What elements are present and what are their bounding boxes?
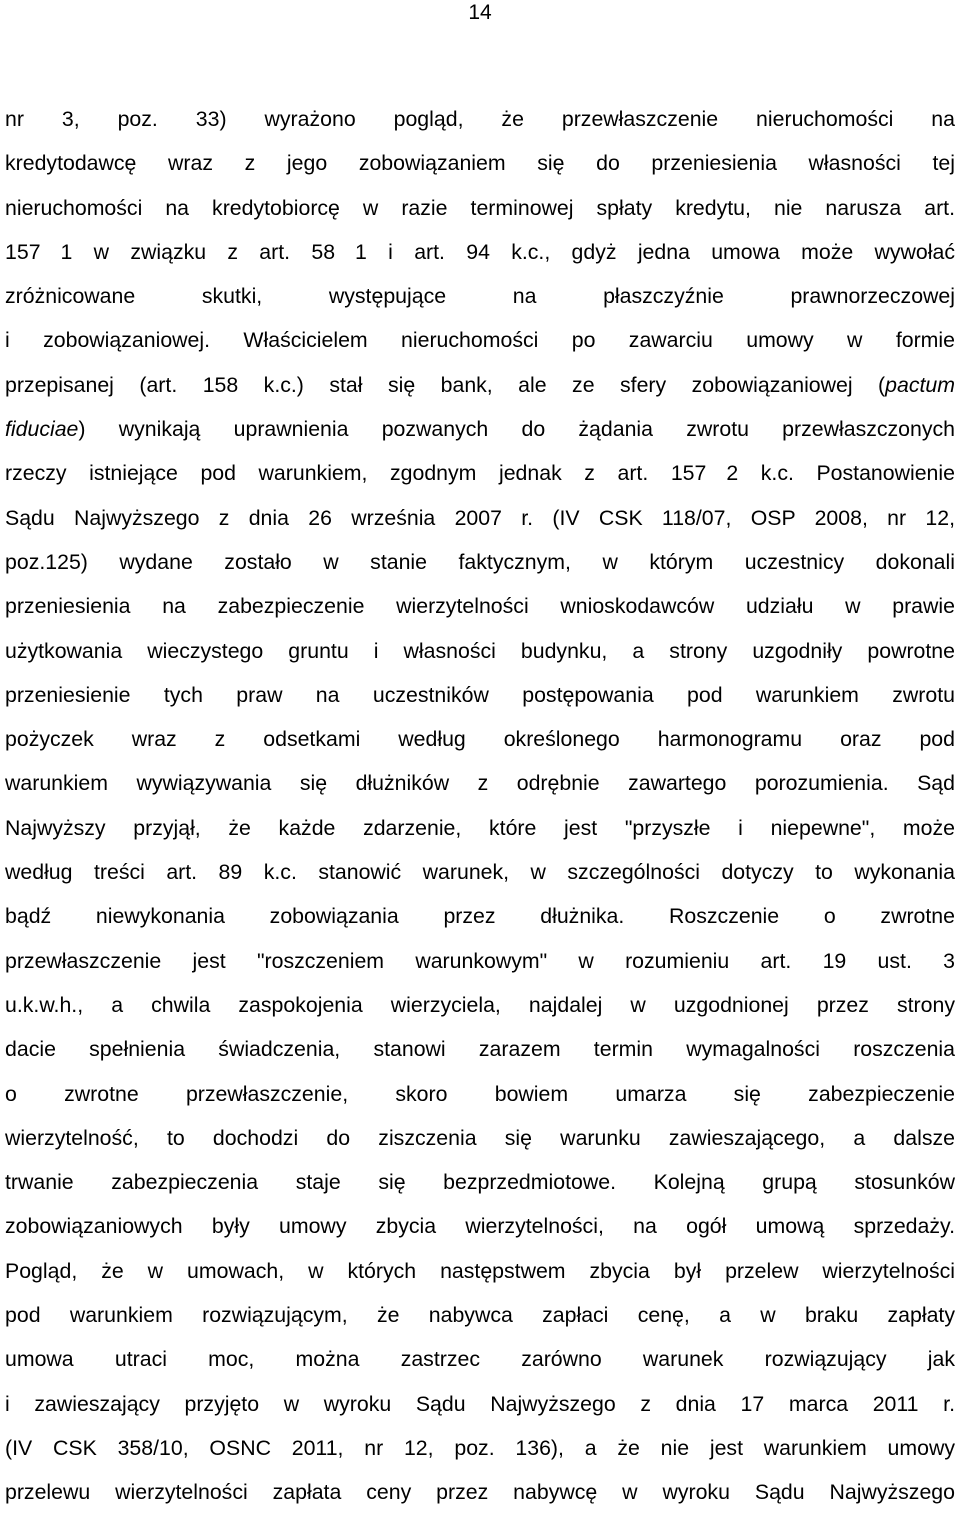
italic-term: pactum: [885, 372, 955, 397]
text-span: przewłaszczenie jest "roszczeniem warunkowym" w rozumieniu art. 19 ust. 3: [5, 948, 955, 973]
text-span: o zwrotne przewłaszczenie, skoro bowiem umarza się zabezpieczenie: [5, 1081, 955, 1106]
text-span: pod warunkiem rozwiązującym, że nabywca zapłaci cenę, a w braku zapłaty: [5, 1303, 955, 1328]
text-line: [5, 939, 955, 983]
text-line: [5, 850, 955, 894]
text-line: [5, 584, 955, 628]
text-line: [5, 1116, 955, 1160]
text-span: Pogląd, że w umowach, w których następstwem zbycia był przelew wierzytelności: [5, 1258, 955, 1283]
text-line: [5, 1072, 955, 1116]
text-line: [5, 1293, 955, 1337]
text-line: [5, 451, 955, 495]
text-span: pożyczek wraz z odsetkami według określonego harmonogramu oraz pod: [5, 727, 955, 752]
text-span: zróżnicowane skutki, występujące na płaszczyźnie prawnorzeczowej: [5, 284, 955, 309]
text-line: [5, 363, 955, 407]
document-body: [5, 97, 955, 1515]
text-span: poz.125) wydane zostało w stanie faktycznym, w którym uczestnicy dokonali: [5, 549, 955, 574]
text-span: wierzytelność, to dochodzi do ziszczenia się warunku zawieszającego, a dalsze: [5, 1125, 955, 1150]
text-span: Najwyższy przyjął, że każde zdarzenie, które jest "przyszłe i niepewne", może: [5, 815, 955, 840]
text-span: warunkiem wywiązywania się dłużników z odrębnie zawartego porozumienia. Sąd: [5, 771, 955, 796]
text-span: 157: [5, 239, 41, 264]
text-line: [5, 629, 955, 673]
text-span: umowa utraci moc, można zastrzec zarówno warunek rozwiązujący jak: [5, 1347, 955, 1372]
text-line: [5, 540, 955, 584]
text-line: [5, 97, 955, 141]
text-span: przelewu wierzytelności zapłata ceny przez nabywcę w wyroku Sądu Najwyższego: [5, 1480, 955, 1505]
text-line: [5, 230, 955, 274]
text-line: [5, 717, 955, 761]
text-span: nieruchomości na kredytobiorcę w razie terminowej spłaty kredytu, nie narusza art.: [5, 195, 955, 220]
italic-term: fiduciae: [5, 417, 79, 442]
text-span: ) wynikają uprawnienia pozwanych do żądania zwrotu przewłaszczonych: [78, 417, 955, 442]
text-span: (IV CSK 358/10, OSNC 2011, nr 12, poz. 136), a że nie jest warunkiem umowy: [5, 1435, 955, 1460]
text-line: [5, 141, 955, 185]
text-span: 1 i art. 94 k.c., gdyż jedna umowa może wywołać: [355, 239, 955, 264]
text-span: zobowiązaniowych były umowy zbycia wierzytelności, na ogół umową sprzedaży.: [5, 1214, 955, 1239]
text-span: 1 w związku z art. 58: [60, 239, 336, 264]
text-span: Sądu Najwyższego z dnia 26 września 2007 r. (IV CSK 118/07, OSP 2008, nr 12,: [5, 505, 955, 530]
text-span: według treści art. 89 k.c. stanowić warunek, w szczególności dotyczy to wykonania: [5, 860, 955, 885]
text-line: [5, 318, 955, 362]
text-span: kredytodawcę wraz z jego zobowiązaniem się do przeniesienia własności tej: [5, 151, 955, 176]
text-line: [5, 673, 955, 717]
text-span: trwanie zabezpieczenia staje się bezprzedmiotowe. Kolejną grupą stosunków: [5, 1170, 955, 1195]
text-span: rzeczy istniejące pod warunkiem, zgodnym jednak z art. 157: [5, 461, 707, 486]
page-number: 14: [468, 1, 492, 24]
text-span: przeniesienia na zabezpieczenie wierzytelności wnioskodawców udziału w prawie: [5, 594, 955, 619]
text-span: użytkowania wieczystego gruntu i własności budynku, a strony uzgodniły powrotne: [5, 638, 955, 663]
text-span: bądź niewykonania zobowiązania przez dłużnika. Roszczenie o zwrotne: [5, 904, 955, 929]
text-line: [5, 407, 955, 451]
text-line: [5, 274, 955, 318]
text-line: [5, 496, 955, 540]
text-line: [5, 1470, 955, 1514]
text-span: dacie spełnienia świadczenia, stanowi zarazem termin wymagalności roszczenia: [5, 1037, 955, 1062]
text-line: [5, 1249, 955, 1293]
text-span: u.k.w.h., a chwila zaspokojenia wierzyciela, najdalej w uzgodnionej przez strony: [5, 992, 955, 1017]
text-line: [5, 1204, 955, 1248]
text-span: 2 k.c. Postanowienie: [726, 461, 955, 486]
text-line: [5, 761, 955, 805]
text-line: [5, 1027, 955, 1071]
text-line: [5, 983, 955, 1027]
text-line: [5, 1160, 955, 1204]
text-span: i zobowiązaniowej. Właścicielem nieruchomości po zawarciu umowy w formie: [5, 328, 955, 353]
text-span: przeniesienie tych praw na uczestników postępowania pod warunkiem zwrotu: [5, 682, 955, 707]
text-span: przepisanej (art. 158 k.c.) stał się bank, ale ze sfery zobowiązaniowej (: [5, 372, 886, 397]
text-line: [5, 1337, 955, 1381]
text-line: [5, 806, 955, 850]
text-line: [5, 186, 955, 230]
text-span: nr 3, poz. 33) wyrażono pogląd, że przewłaszczenie nieruchomości na: [5, 107, 955, 131]
text-line: [5, 1426, 955, 1470]
text-line: [5, 1382, 955, 1426]
text-line: [5, 894, 955, 938]
text-span: i zawieszający przyjęto w wyroku Sądu Najwyższego z dnia 17 marca 2011 r.: [5, 1391, 955, 1416]
